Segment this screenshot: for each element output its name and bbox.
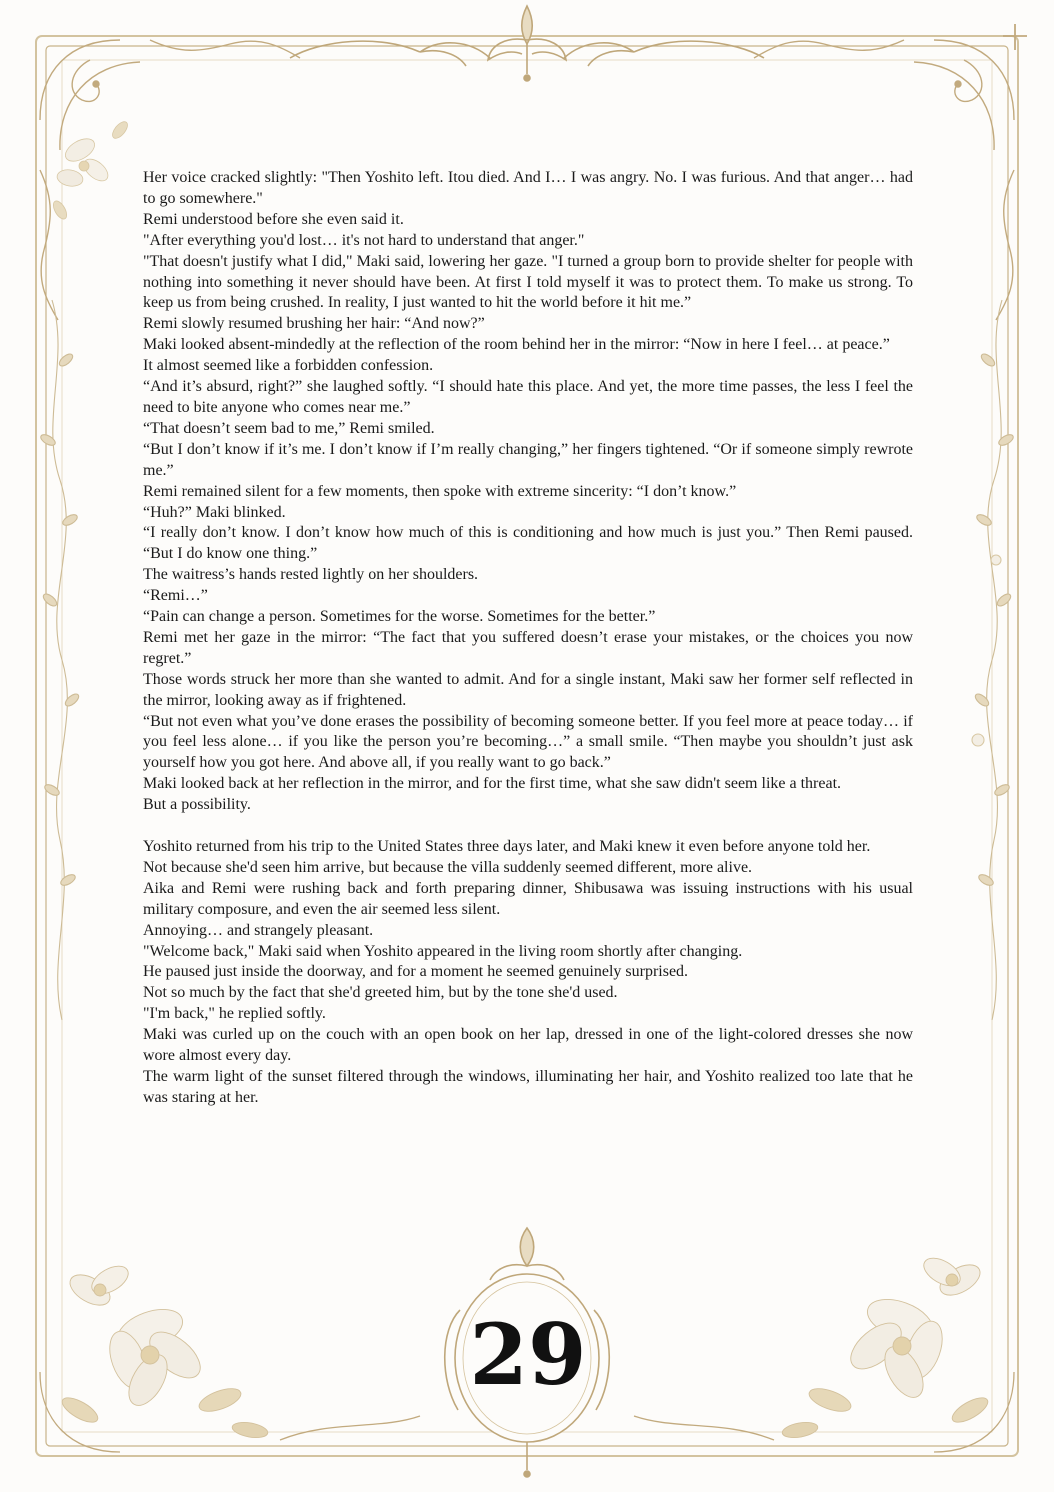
flowers-bottom-left bbox=[59, 1260, 269, 1440]
paragraph: Annoying… and strangely pleasant. bbox=[143, 921, 374, 939]
paragraph: “Pain can change a person. Sometimes for the worse. Sometimes for the better.” bbox=[143, 608, 656, 626]
flowers-top-left bbox=[51, 119, 131, 221]
paragraph: But a possibility. bbox=[143, 796, 251, 814]
paragraph: “But not even what you’ve done erases the possibility of becoming someone better. If you feel more at peace today… if you feel less alone… if you like the person you’re becoming…” a small smile. “Then maybe you shouldn’t just ask yourself how you got here. And above all, if you really want to go back.” bbox=[143, 712, 913, 772]
paragraph: “I really don’t know. I don’t know how much of this is conditioning and how much is just you.” Then Remi paused. “But I do know one thing.” bbox=[143, 524, 913, 563]
paragraph: The warm light of the sunset filtered through the windows, illuminating her hair, and Yoshito realized too late that he was staring at her. bbox=[143, 1067, 913, 1106]
paragraph: "After everything you'd lost… it's not hard to understand that anger." bbox=[143, 231, 585, 249]
paragraph: Remi remained silent for a few moments, then spoke with extreme sincerity: “I don’t know.” bbox=[143, 482, 737, 500]
paragraph: "Welcome back," Maki said when Yoshito appeared in the living room shortly after changing. bbox=[143, 942, 743, 960]
paragraph: “Huh?” Maki blinked. bbox=[143, 503, 286, 521]
paragraph: “But I don’t know if it’s me. I don’t know if I’m really changing,” her fingers tightened. “Or if someone simply rewrote me.” bbox=[143, 440, 913, 479]
paragraph: Not because she'd seen him arrive, but because the villa suddenly seemed different, more alive. bbox=[143, 858, 753, 876]
paragraph: “Remi…” bbox=[143, 587, 208, 605]
paragraph: Maki looked absent-mindedly at the reflection of the room behind her in the mirror: “Now in here I feel… at peace.” bbox=[143, 336, 890, 354]
paragraph: Maki was curled up on the couch with an open book on her lap, dressed in one of the light-colored dresses she now wore almost every day. bbox=[143, 1026, 913, 1065]
paragraph: "That doesn't justify what I did," Maki said, lowering her gaze. "I turned a group born to provide shelter for people with nothing into something it never should have been. At first I told myself it was to protect them. To make us strong. To keep us from being crushed. In reality, I just wanted to hit the world before it hit me.” bbox=[143, 252, 913, 312]
paragraph: "I'm back," he replied softly. bbox=[143, 1005, 326, 1023]
paragraph: Those words struck her more than she wanted to admit. And for a single instant, Maki saw her former self reflected in the mirror, looking away as if frightened. bbox=[143, 670, 913, 709]
vine-left bbox=[39, 300, 81, 1020]
paragraph: “That doesn’t seem bad to me,” Remi smiled. bbox=[143, 419, 435, 437]
paragraph: Not so much by the fact that she'd greeted him, but by the tone she'd used. bbox=[143, 984, 618, 1002]
paragraph: Aika and Remi were rushing back and forth preparing dinner, Shibusawa was issuing instructions with his usual military composure, and even the air seemed less silent. bbox=[143, 879, 913, 918]
paragraph: Remi understood before she even said it. bbox=[143, 210, 404, 228]
paragraph: Maki looked back at her reflection in the mirror, and for the first time, what she saw didn't seem like a threat. bbox=[143, 775, 842, 793]
top-fleur-ornament bbox=[290, 6, 764, 81]
paragraph: He paused just inside the doorway, and for a moment he seemed genuinely surprised. bbox=[143, 963, 689, 981]
paragraph: Remi slowly resumed brushing her hair: “And now?” bbox=[143, 315, 485, 333]
paragraph: “And it’s absurd, right?” she laughed softly. “I should hate this place. And yet, the more time passes, the less I feel the need to bite anyone who comes near me.” bbox=[143, 378, 913, 416]
paragraph: Her voice cracked slightly: "Then Yoshito left. Itou died. And I… I was angry. No. I was furious. And that anger… had to go somewhere." bbox=[143, 169, 913, 207]
paragraph: Remi met her gaze in the mirror: “The fact that you suffered doesn’t erase your mistakes, or the choices you now regret.” bbox=[143, 628, 913, 667]
paragraph: Yoshito returned from his trip to the United States three days later, and Maki knew it even before anyone told her. bbox=[143, 837, 871, 855]
page-number: 29 bbox=[469, 1305, 587, 1404]
body-text bbox=[143, 168, 913, 1109]
scene-break bbox=[143, 816, 913, 837]
paragraph: It almost seemed like a forbidden confession. bbox=[143, 357, 434, 375]
flowers-bottom-right bbox=[781, 1252, 991, 1440]
paragraph: The waitress’s hands rested lightly on her shoulders. bbox=[143, 566, 479, 584]
